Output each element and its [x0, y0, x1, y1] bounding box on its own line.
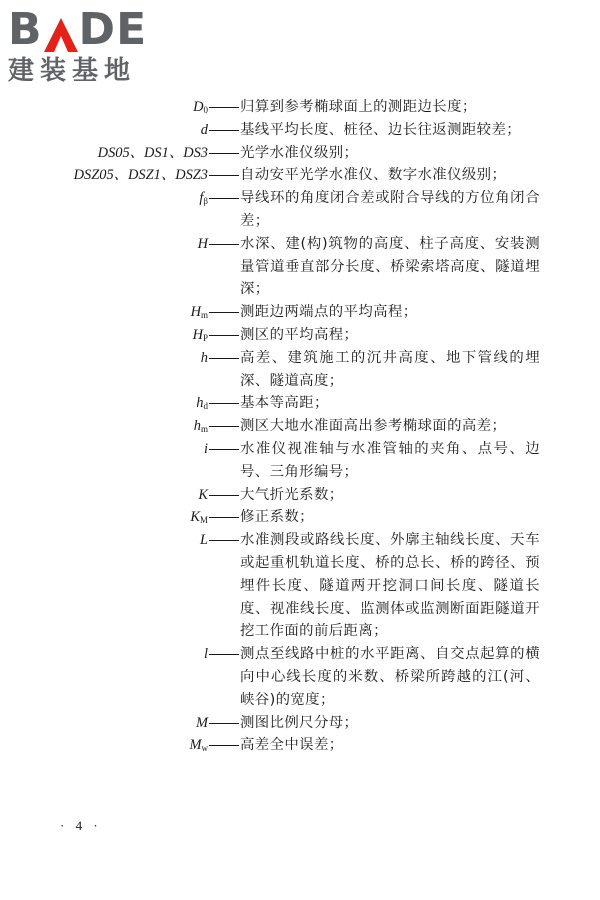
symbol-entry: [0, 734, 600, 757]
symbol-term: [0, 233, 208, 256]
symbol-subscript: M: [199, 515, 208, 526]
symbol-description: 测图比例尺分母；: [240, 714, 359, 731]
symbol-entry: [0, 484, 600, 507]
symbol-description: 水深、建(构)筑物的高度、柱子高度、安装测量管道垂直部分长度、桥梁索塔高度、隧道埋深；: [240, 235, 540, 298]
em-dash-separator: [208, 142, 240, 165]
symbol-term: [0, 643, 208, 666]
symbol-entry: [0, 164, 600, 187]
logo-wordmark: [8, 6, 178, 54]
symbol-term: [0, 415, 208, 438]
symbol-description: 高差全中误差；: [240, 737, 344, 754]
logo-a-chevron-icon: [44, 18, 78, 52]
symbol-entry: [0, 392, 600, 415]
brand-logo: [8, 6, 178, 88]
symbol-description: 高差、建筑施工的沉井高度、地下管线的埋深、隧道高度；: [240, 349, 540, 389]
em-dash-separator: [208, 119, 240, 142]
em-dash-separator: [208, 643, 240, 666]
symbol-letter: M: [196, 714, 208, 731]
symbol-letter: H: [190, 304, 201, 321]
symbol-description: 基本等高距；: [240, 395, 329, 412]
symbol-entry: [0, 324, 600, 347]
symbol-description: 自动安平光学水准仪、数字水准仪级别；: [240, 167, 507, 184]
symbol-entry: [0, 187, 600, 233]
symbol-letter: M: [189, 737, 202, 754]
symbol-letter: DSZ05、DSZ1、DSZ3: [73, 167, 208, 184]
logo-letters-de: DE: [78, 4, 148, 55]
symbol-description: 导线环的角度闭合差或附合导线的方位角闭合差；: [240, 190, 540, 229]
symbol-description: 归算到参考椭球面上的测距边长度；: [240, 99, 477, 115]
page-number: · 4 ·: [60, 818, 102, 833]
symbol-subscript: m: [200, 424, 208, 435]
symbol-description: 光学水准仪级别；: [240, 144, 359, 161]
symbol-term: [0, 324, 208, 347]
symbol-entry: [0, 506, 600, 529]
em-dash-separator: [208, 529, 240, 552]
em-dash-separator: [208, 415, 240, 438]
symbol-description: 测区大地水准面高出参考椭球面的高差；: [240, 418, 507, 435]
symbol-term: [0, 142, 208, 165]
em-dash-separator: [208, 734, 240, 757]
symbol-term: [0, 301, 208, 324]
symbol-letter: d: [200, 121, 208, 138]
symbol-entry: [0, 119, 600, 142]
symbol-entry: [0, 233, 600, 301]
symbol-letter: f: [199, 190, 204, 207]
em-dash-separator: [208, 96, 240, 119]
symbol-entry: [0, 347, 600, 393]
symbol-letter: h: [200, 349, 208, 366]
symbol-description: 测点至线路中桩的水平距离、自交点起算的横向中心线长度的米数、桥梁所跨越的江(河、峡谷)的宽度；: [240, 646, 540, 708]
symbol-subscript: P: [202, 332, 208, 343]
symbol-description: 测距边两端点的平均高程；: [240, 304, 418, 321]
symbol-term: [0, 164, 208, 187]
symbol-letter: h: [193, 418, 201, 435]
symbol-letter: H: [192, 326, 203, 343]
symbol-entry: [0, 142, 600, 165]
symbol-term: [0, 734, 208, 757]
symbol-entry: [0, 415, 600, 438]
symbol-description: 大气折光系数；: [240, 486, 344, 503]
symbol-term: [0, 529, 208, 552]
symbol-entry: [0, 643, 600, 711]
symbol-term: [0, 347, 208, 370]
logo-letter-b: B: [8, 4, 43, 55]
symbol-letter: L: [199, 532, 208, 549]
symbol-letter: H: [197, 235, 208, 252]
symbol-term: [0, 484, 208, 507]
symbol-term: [0, 187, 208, 210]
symbol-letter: i: [204, 440, 208, 457]
symbol-letter: DS05、DS1、DS3: [97, 144, 208, 161]
symbol-subscript: β: [203, 196, 208, 207]
symbol-term: [0, 506, 208, 529]
em-dash-separator: [208, 506, 240, 529]
symbol-subscript: d: [203, 401, 208, 412]
symbol-subscript: w: [201, 743, 208, 754]
symbol-subscript: 0: [203, 105, 208, 115]
symbol-term: [0, 119, 208, 142]
symbol-term: [0, 392, 208, 415]
symbol-description: 修正系数；: [240, 509, 314, 526]
symbol-entry: [0, 712, 600, 735]
symbol-entry: [0, 438, 600, 484]
symbol-entry: [0, 529, 600, 643]
symbol-entry: [0, 301, 600, 324]
symbol-letter: l: [204, 646, 208, 663]
symbol-letter: D: [193, 99, 204, 115]
symbol-entry: [0, 96, 600, 119]
symbol-description: 测区的平均高程；: [240, 326, 359, 343]
symbol-description: 水准仪视准轴与水准管轴的夹角、点号、边号、三角形编号；: [240, 440, 540, 480]
logo-letter-a-accent: [44, 14, 78, 54]
symbol-description: 水准测段或路线长度、外廓主轴线长度、天车或起重机轨道长度、桥的总长、桥的跨径、预埋件长度、隧道两开挖洞口间长度、隧道长度、视准线长度、监测体或监测断面距隧道开挖工作面的前后距离；: [240, 532, 540, 640]
symbol-term: [0, 712, 208, 735]
symbol-list: [0, 96, 600, 757]
logo-subtitle: 建装基地: [8, 56, 137, 86]
symbol-letter: h: [196, 395, 204, 412]
symbol-term: [0, 96, 208, 119]
em-dash-separator: [208, 347, 240, 370]
em-dash-separator: [208, 438, 240, 461]
em-dash-separator: [208, 301, 240, 324]
symbol-letter: K: [190, 509, 200, 526]
em-dash-separator: [208, 484, 240, 507]
symbol-letter: K: [198, 486, 208, 503]
em-dash-separator: [208, 324, 240, 347]
em-dash-separator: [208, 187, 240, 210]
em-dash-separator: [208, 164, 240, 187]
em-dash-separator: [208, 392, 240, 415]
symbol-term: [0, 438, 208, 461]
em-dash-separator: [208, 233, 240, 256]
symbol-description: 基线平均长度、桩径、边长往返测距较差；: [240, 121, 522, 138]
symbol-subscript: m: [200, 310, 208, 321]
em-dash-separator: [208, 712, 240, 735]
